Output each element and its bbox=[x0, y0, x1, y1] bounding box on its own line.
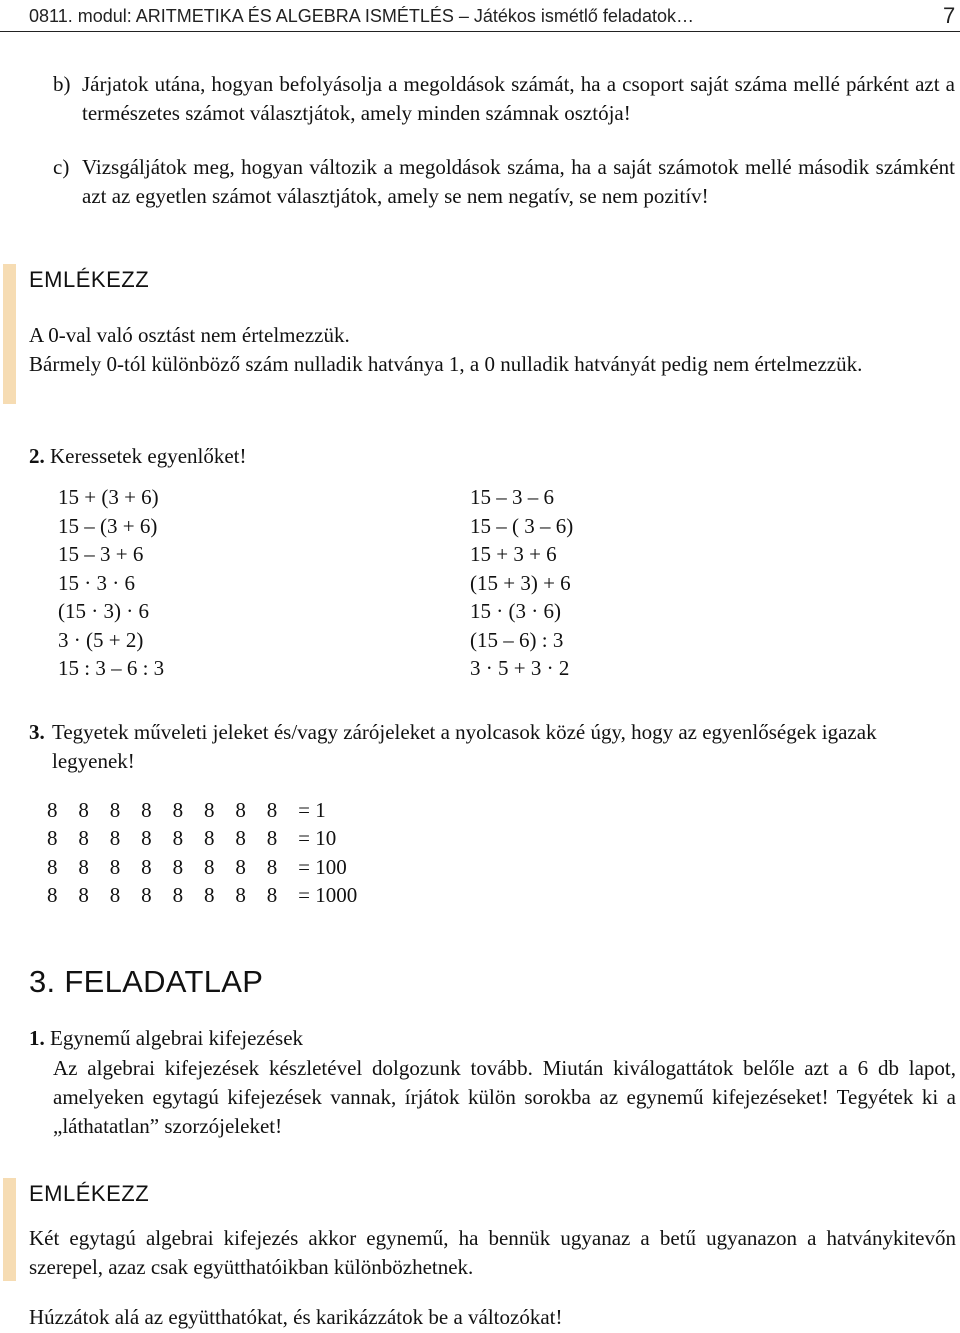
remember-bar-1 bbox=[3, 264, 16, 404]
task2-right-column bbox=[470, 483, 573, 683]
eights-result: = 100 bbox=[298, 855, 347, 879]
eights-row: 8 8 8 8 8 8 8 8 = 1 bbox=[47, 798, 326, 822]
worksheet-task1-title: Egynemű algebrai kifejezések bbox=[50, 1026, 304, 1050]
eights-result: = 10 bbox=[298, 826, 337, 850]
expr-right: (15 – 6) : 3 bbox=[470, 627, 564, 652]
expr-left: 15 · 3 · 6 bbox=[58, 570, 135, 595]
expr-right: 15 – 3 – 6 bbox=[470, 485, 554, 509]
worksheet-task1-heading bbox=[29, 1026, 303, 1051]
expr-right: 15 + 3 + 6 bbox=[470, 542, 557, 566]
task1-b-text: Járjatok utána, hogyan befolyásolja a megoldások számát, ha a csoport saját száma mellé párként azt a természetes számot választjátok, amely minden számnak osztója! bbox=[82, 72, 955, 125]
remember2-text: Két egytagú algebrai kifejezés akkor egynemű, ha bennük ugyanaz a betű ugyanazon a hatványkitevőn szerepel, azaz csak együtthatóikban különbözhetnek. bbox=[29, 1226, 956, 1279]
expr-left: (15 · 3) · 6 bbox=[58, 599, 149, 623]
worksheet-task1-text: Az algebrai kifejezések készletével dolgozunk tovább. Miután kiválogattátok belőle azt a 6 db lapot, amelyeken egytagú kifejezések vannak, írjátok külön sorokba az egynemű kifejezéseket! Tegyétek ki a „láthatatlan” szorzójeleket! bbox=[53, 1056, 956, 1138]
expr-right: 3 · 5 + 3 · 2 bbox=[470, 656, 570, 680]
task2-left-column bbox=[58, 483, 164, 683]
task2-title: Keressetek egyenlőket! bbox=[50, 444, 247, 468]
eights-result: = 1000 bbox=[298, 883, 358, 907]
worksheet-task1-number: 1. bbox=[29, 1026, 45, 1050]
expr-right: 15 · (3 · 6) bbox=[470, 599, 561, 623]
remember1-line1: A 0-val való osztást nem értelmezzük. bbox=[29, 323, 350, 347]
task1-c bbox=[53, 153, 955, 211]
expr-right: 15 – ( 3 – 6) bbox=[470, 513, 574, 538]
remember1-line2: Bármely 0-tól különböző szám nulladik hatványa 1, a 0 nulladik hatványát pedig nem értelmezzük. bbox=[29, 352, 863, 376]
expr-left: 15 – 3 + 6 bbox=[58, 542, 144, 566]
expr-left: 3 · (5 + 2) bbox=[58, 627, 144, 652]
expr-left: 15 – (3 + 6) bbox=[58, 513, 158, 538]
task1-b bbox=[53, 70, 955, 128]
task1-c-text: Vizsgáljátok meg, hogyan változik a megoldások száma, ha a saját számotok mellé második számként azt az egyetlen számot választjátok, amely se nem negatív, se nem pozitív! bbox=[82, 155, 955, 208]
remember-title-2: EMLÉKEZZ bbox=[29, 1181, 150, 1206]
final-instruction: Húzzátok alá az együtthatókat, és karikázzátok be a változókat! bbox=[29, 1305, 563, 1329]
expr-right: (15 + 3) + 6 bbox=[470, 570, 571, 595]
expr-left: 15 + (3 + 6) bbox=[58, 485, 159, 509]
task3-text: Tegyetek műveleti jeleket és/vagy zárójeleket a nyolcasok közé úgy, hogy az egyenlőségek igazak legyenek! bbox=[52, 720, 877, 773]
page-header bbox=[0, 0, 960, 32]
eights-row: 8 8 8 8 8 8 8 8 = 100 bbox=[47, 855, 347, 879]
task3 bbox=[29, 718, 955, 776]
expr-left: 15 : 3 – 6 : 3 bbox=[58, 656, 165, 680]
eights-result: = 1 bbox=[298, 798, 326, 822]
worksheet-title: 3. FELADATLAP bbox=[29, 964, 264, 999]
eights-row: 8 8 8 8 8 8 8 8 = 1000 bbox=[47, 883, 358, 907]
task2-heading bbox=[29, 444, 247, 469]
task2-number: 2. bbox=[29, 444, 45, 468]
page-number: 7 bbox=[943, 3, 956, 28]
eights-row: 8 8 8 8 8 8 8 8 = 10 bbox=[47, 826, 337, 850]
task1-c-label: c) bbox=[53, 155, 70, 179]
remember-title-1: EMLÉKEZZ bbox=[29, 267, 150, 292]
module-title: 0811. modul: ARITMETIKA ÉS ALGEBRA ISMÉTLÉS – Játékos ismétlő feladatok… bbox=[29, 6, 694, 26]
remember-bar-2 bbox=[3, 1178, 16, 1281]
task1-b-label: b) bbox=[53, 72, 71, 96]
task3-number: 3. bbox=[29, 720, 45, 744]
